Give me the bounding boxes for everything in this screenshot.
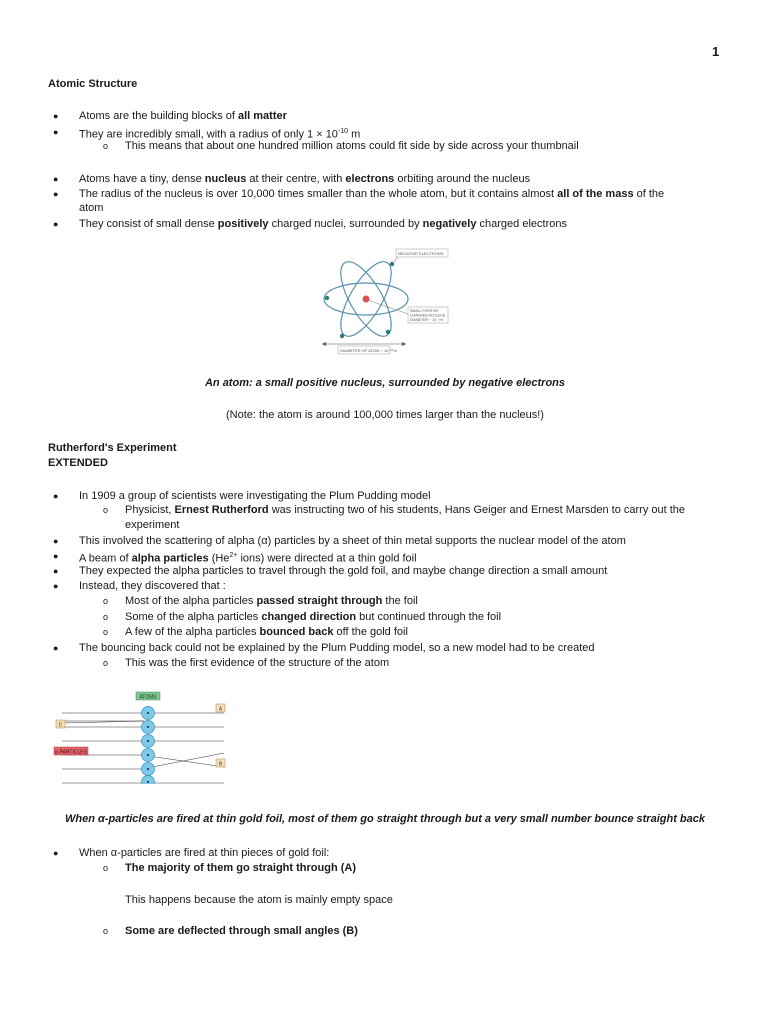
bullet-icon: ● <box>53 219 59 229</box>
gold-atoms <box>142 707 155 785</box>
sub-bullet-icon: o <box>103 141 109 151</box>
sub-bullet-icon: o <box>103 596 109 606</box>
bullet-text: The radius of the nucleus is over 10,000 times smaller than the whole atom, but it contains almost all of the mass of the <box>79 188 665 200</box>
sub-bullet-icon: o <box>103 612 109 622</box>
bullet-icon: ● <box>53 189 59 199</box>
note-atom-size: (Note: the atom is around 100,000 times larger than the nucleus!) <box>226 409 544 421</box>
bullet-icon: ● <box>53 643 59 653</box>
bullet-text: A beam of alpha particles ($He^{2+}$ ions) were directed at a thin gold foil <box>79 552 417 565</box>
bullet-text: In 1909 a group of scientists were investigating the Plum Pudding model <box>79 490 431 502</box>
sub-bullet-icon: o <box>103 863 109 873</box>
bullet-text: When α-particles are fired at thin pieces of gold foil: <box>79 847 330 859</box>
explanation-text: This happens because the atom is mainly empty space <box>125 894 393 906</box>
sub-bullet-icon: o <box>103 505 109 515</box>
nucleus <box>363 296 370 303</box>
section-heading-rutherford: Rutherford's Experiment <box>48 442 177 454</box>
sub-bullet-text: This means that about one hundred million atoms could fit side by side across your thumbnail <box>125 140 579 152</box>
sub-bullet-text: Some of the alpha particles changed direction but continued through the foil <box>125 611 502 623</box>
label-diameter: DIAMETER OF ATOM ~ 10⁻¹⁰m <box>340 348 397 353</box>
label-nucleus-line-3: DIAMETER ~ 10⁻¹⁴m <box>410 318 444 322</box>
gold-foil-scattering-diagram <box>52 690 232 784</box>
label-atoms: ATOMS <box>139 694 157 701</box>
sub-bullet-text: A few of the alpha particles bounced back off the gold foil <box>125 626 408 638</box>
section-subheading-extended: EXTENDED <box>48 457 108 469</box>
bullet-text: The bouncing back could not be explained by the Plum Pudding model, so a new model had to be created <box>79 642 595 654</box>
bullet-icon: ● <box>53 581 59 591</box>
atom-diagram <box>312 244 460 358</box>
figure-caption-atom: An atom: a small positive nucleus, surrounded by negative electrons <box>204 377 566 389</box>
bullet-icon: ● <box>53 111 59 121</box>
sub-bullet-text: The majority of them go straight through (A) <box>125 862 356 874</box>
sub-bullet-icon: o <box>103 627 109 637</box>
bullet-text-continued: atom <box>79 202 104 214</box>
sub-bullet-text: Some are deflected through small angles (B) <box>125 925 358 937</box>
figure-caption-foil: When α-particles are fired at thin gold foil, most of them go straight through but a very small number bounce straight back <box>64 813 705 825</box>
bullet-text: This involved the scattering of alpha (α) particles by a sheet of thin metal supports the nuclear model of the atom <box>79 535 626 547</box>
bullet-icon: ● <box>53 174 59 184</box>
section-heading-atomic-structure: Atomic Structure <box>48 78 138 90</box>
sub-bullet-icon: o <box>103 926 109 936</box>
bullet-text: They are incredibly small, with a radius of only $1 \times 10^{-10}$ m <box>79 128 361 141</box>
sub-bullet-icon: o <box>103 658 109 668</box>
bullet-text: They consist of small dense positively charged nuclei, surrounded by negatively charged electrons <box>79 218 567 230</box>
page-number: 1 <box>712 44 720 59</box>
label-nucleus-line-2: CHARGED NUCLEUS <box>410 313 446 318</box>
bullet-icon: ● <box>53 551 59 561</box>
sub-bullet-text: Most of the alpha particles passed straight through the foil <box>125 595 418 607</box>
label-a: A <box>218 706 223 713</box>
bullet-text: They expected the alpha particles to travel through the gold foil, and maybe change direction a small amount <box>79 565 608 577</box>
bullet-text: Atoms are the building blocks of all matter <box>79 110 287 122</box>
sub-bullet-text-continued: experiment <box>125 519 180 531</box>
label-nucleus-line-1: SMALL POSITIVE <box>410 309 439 313</box>
bullet-icon: ● <box>53 566 59 576</box>
bullet-text: Atoms have a tiny, dense nucleus at their centre, with electrons orbiting around the nucleus <box>79 173 531 185</box>
label-alpha-particles: α-PARTICLES <box>55 749 87 756</box>
bullet-icon: ● <box>53 848 59 858</box>
sub-bullet-text: Physicist, Ernest Rutherford was instructing two of his students, Hans Geiger and Ernest Marsden to carry out the <box>125 504 686 516</box>
bullet-icon: ● <box>53 536 59 546</box>
label-b: B <box>218 761 223 768</box>
label-c: C <box>58 722 63 729</box>
label-negative-electrons: NEGATIVE ELECTRONS <box>398 251 444 256</box>
bullet-text: Instead, they discovered that : <box>79 580 226 592</box>
bullet-icon: ● <box>53 491 59 501</box>
sub-bullet-text: This was the first evidence of the structure of the atom <box>125 657 390 669</box>
bullet-icon: ● <box>53 127 59 137</box>
